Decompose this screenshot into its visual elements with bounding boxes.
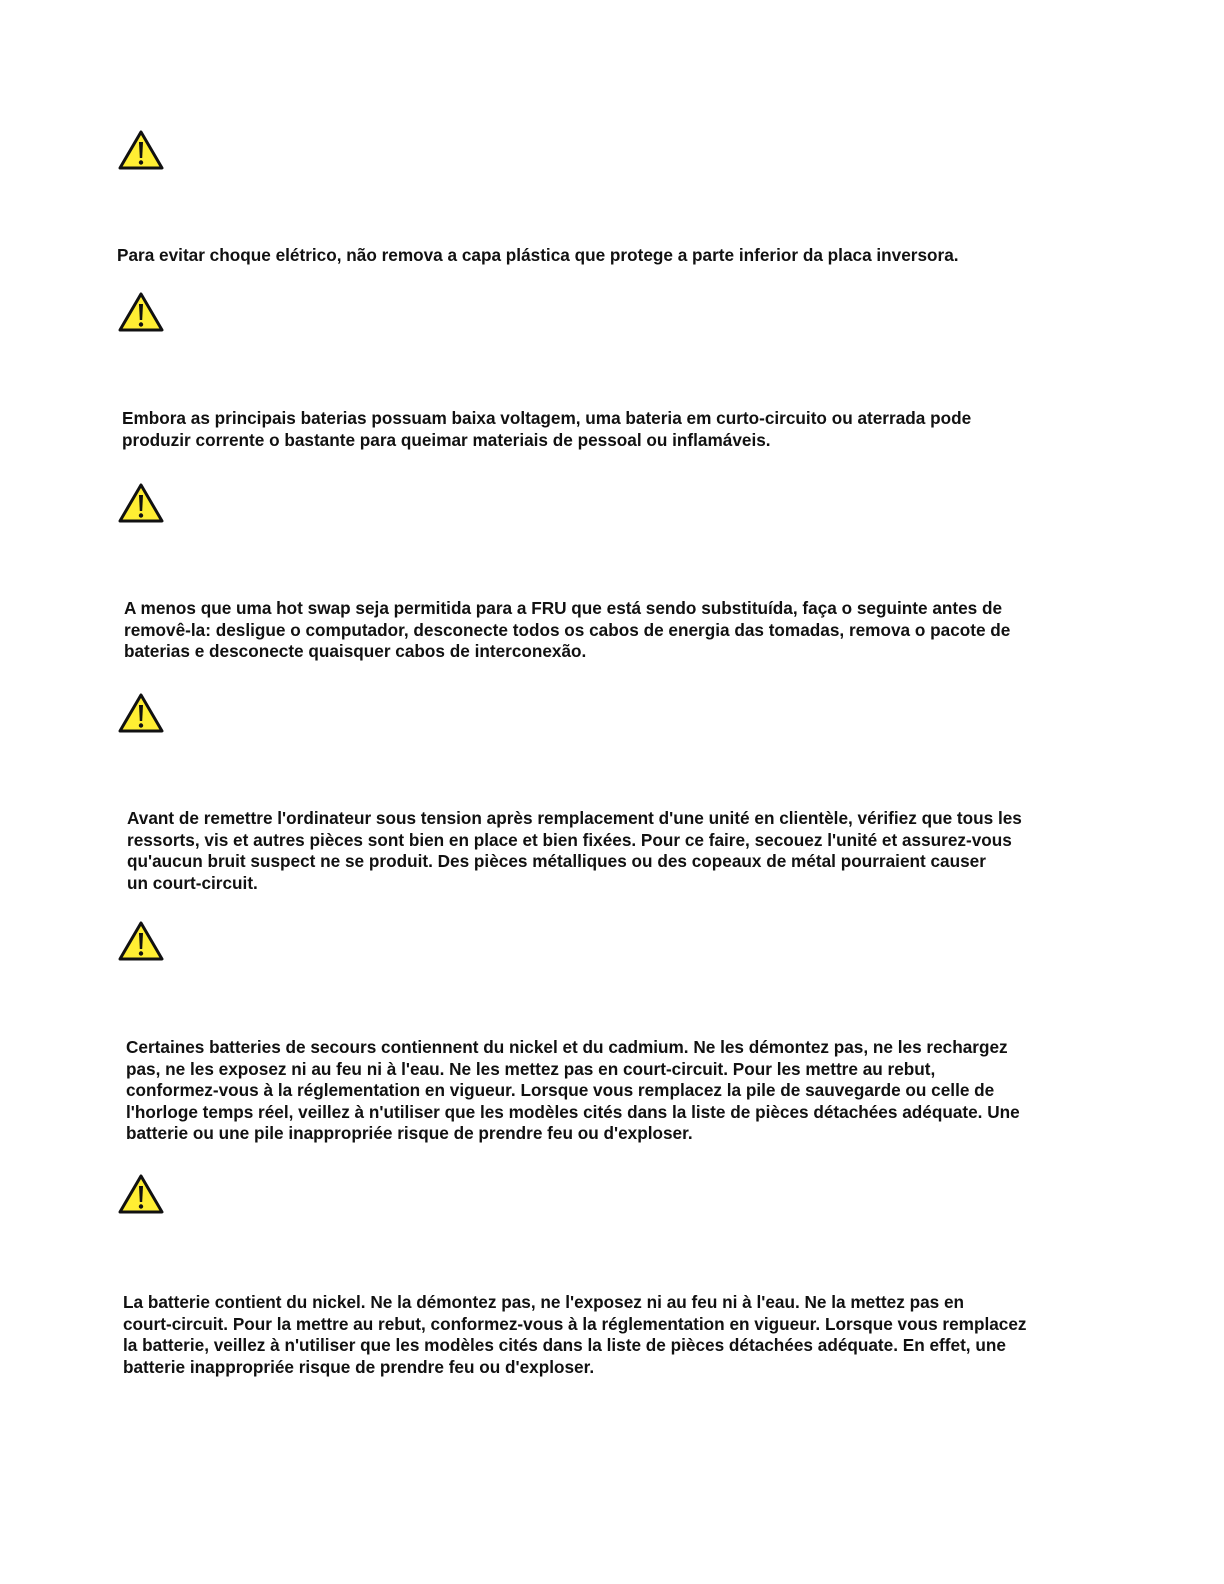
- notice-text-4: Avant de remettre l'ordinateur sous tension après remplacement d'une unité en clientèle, vérifiez que tous les ressorts, vis et autres pièces sont bien en place et bien fixées. Pour ce faire, secouez l'unité et assurez-vous qu'aucun bruit suspect ne se produit. Des pièces métalliques ou des copeaux de métal pourraient causer un court-circuit.: [127, 808, 1022, 893]
- notice-text-6: La batterie contient du nickel. Ne la démontez pas, ne l'exposez ni au feu ni à l'eau. Ne la mettez pas en court-circuit. Pour la mettre au rebut, conformez-vous à la réglementation en vigueur. Lorsque vous remplacez la batterie, veillez à n'utiliser que les modèles cités dans la liste de pièces détachées adéquate. En effet, une batterie inappropriée risque de prendre feu ou d'exploser.: [123, 1292, 1027, 1377]
- notice-text-1: Para evitar choque elétrico, não remova a capa plástica que protege a parte inferior da placa inversora.: [117, 245, 959, 265]
- notice-text-3: A menos que uma hot swap seja permitida para a FRU que está sendo substituída, faça o seguinte antes de removê-la: desligue o computador, desconecte todos os cabos de energia das tomadas, remova o pacote de baterias e desconecte quaisquer cabos de interconexão.: [124, 598, 1011, 661]
- warning-triangle-icon: [118, 291, 164, 333]
- warning-triangle-icon: [118, 1173, 164, 1215]
- warning-triangle-icon: [118, 129, 164, 171]
- warning-triangle-icon: [118, 482, 164, 524]
- warning-triangle-icon: [118, 920, 164, 962]
- notice-text-5: Certaines batteries de secours contiennent du nickel et du cadmium. Ne les démontez pas, ne les rechargez pas, ne les exposez ni au feu ni à l'eau. Ne les mettez pas en court-circuit. Pour les mettre au rebut, conformez-vous à la réglementation en vigueur. Lorsque vous remplacez la pile de sauvegarde ou celle de l'horloge temps réel, veillez à n'utiliser que les modèles cités dans la liste de pièces détachées adéquate. Une batterie ou une pile inappropriée risque de prendre feu ou d'exploser.: [126, 1037, 1020, 1143]
- notice-text-2: Embora as principais baterias possuam baixa voltagem, uma bateria em curto-circuito ou aterrada pode produzir corrente o bastante para queimar materiais de pessoal ou inflamáveis.: [122, 408, 972, 450]
- warning-triangle-icon: [118, 692, 164, 734]
